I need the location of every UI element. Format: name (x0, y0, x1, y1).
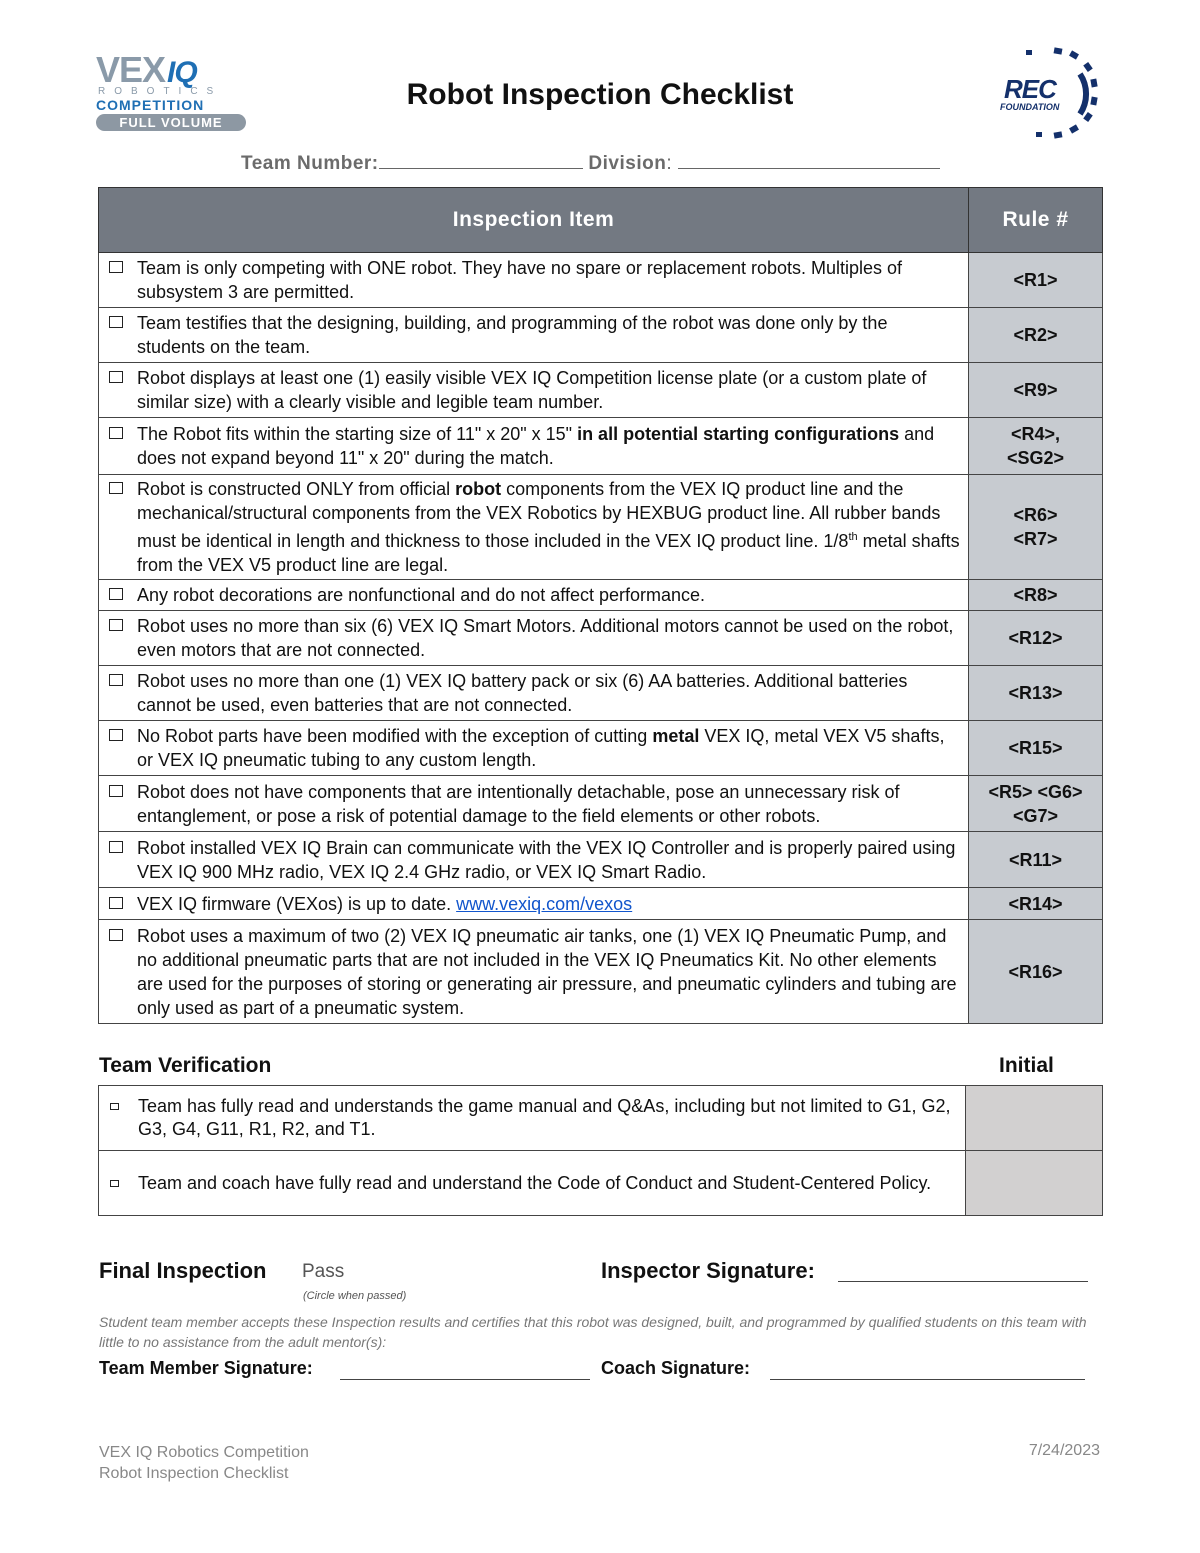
acceptance-note: Student team member accepts these Inspection results and certifies that this robot was designed, built, and programmed by qualified students on this team with little to no assistance from the adult mentor(s): (99, 1314, 1087, 1350)
checkbox[interactable] (109, 261, 123, 273)
table-row (99, 832, 1103, 888)
checkbox[interactable] (109, 785, 123, 797)
rec-foundation-logo (996, 44, 1106, 144)
checkbox[interactable] (109, 316, 123, 328)
verification-item-text: Team has fully read and understands the game manual and Q&As, including but not limited to G1, G2, G3, G4, G11, R1, R2, and T1. (138, 1096, 951, 1139)
team-division-line: Team Number: Division: (241, 150, 940, 175)
checkbox[interactable] (109, 427, 123, 439)
coach-signature-line[interactable] (770, 1378, 1085, 1380)
table-row (99, 721, 1103, 776)
inspection-item-text: No Robot parts have been modified with the exception of cutting metal VEX IQ, metal VEX V5 shafts, or VEX IQ pneumatic tubing to any custom length. (137, 726, 945, 770)
vexos-link[interactable]: www.vexiq.com/vexos (456, 893, 633, 914)
table-row (99, 580, 1103, 611)
division-field[interactable] (678, 150, 940, 169)
checkbox[interactable] (109, 729, 123, 741)
inspection-item-text: Team testifies that the designing, building, and programming of the robot was done only by the students on the team. (137, 313, 888, 357)
table-row (99, 475, 1103, 580)
rule-number: <R13> (969, 666, 1103, 721)
team-verification-heading: Team Verification (99, 1054, 272, 1077)
inspection-item-text: Robot displays at least one (1) easily visible VEX IQ Competition license plate (or a custom plate of similar size) with a clearly visible and legible team number. (137, 368, 927, 412)
footer-competition: VEX IQ Robotics Competition (99, 1444, 309, 1461)
checkbox[interactable] (109, 588, 123, 600)
checkbox[interactable] (109, 619, 123, 631)
inspection-item-text: Team is only competing with ONE robot. They have no spare or replacement robots. Multiples of subsystem 3 are permitted. (137, 258, 903, 302)
iq-wordmark: IQ (167, 56, 197, 89)
column-header-rule: Rule # (969, 188, 1103, 253)
footer-document: Robot Inspection Checklist (99, 1465, 289, 1482)
rule-number: <R11> (969, 832, 1103, 888)
verification-item-text: Team and coach have fully read and understand the Code of Conduct and Student-Centered Policy. (138, 1172, 932, 1193)
rule-number: <R2> (969, 308, 1103, 363)
table-header-row (99, 188, 1103, 253)
circle-note: (Circle when passed) (303, 1290, 407, 1302)
team-number-field[interactable] (379, 150, 583, 169)
rule-number: <R1> (969, 253, 1103, 308)
inspection-item-text: Robot uses no more than six (6) VEX IQ Smart Motors. Additional motors cannot be used on the robot, even motors that are not connected. (137, 616, 954, 660)
inspection-item-text: Any robot decorations are nonfunctional and do not affect performance. (137, 585, 706, 605)
rule-number: <R6> <R7> (969, 475, 1103, 580)
inspection-item-text: Robot installed VEX IQ Brain can communicate with the VEX IQ Controller and is properly paired using VEX IQ 900 MHz radio, VEX IQ 2.4 GHz radio, or VEX IQ Smart Radio. (137, 837, 956, 882)
inspection-item-text: The Robot fits within the starting size of 11" x 20" x 15" in all potential starting configurations and does not expand beyond 11" x 20" during the match. (137, 424, 935, 468)
table-row (99, 363, 1103, 418)
checkbox[interactable] (109, 929, 123, 941)
checkbox[interactable] (109, 371, 123, 383)
rule-number: <R14> (969, 888, 1103, 920)
vex-iq-logo (96, 49, 252, 134)
initial-field[interactable] (966, 1151, 1103, 1216)
column-header-item: Inspection Item (99, 188, 969, 253)
verification-table (98, 1085, 1103, 1216)
table-row (99, 666, 1103, 721)
table-row (99, 418, 1103, 475)
pass-option[interactable]: Pass (302, 1261, 345, 1282)
table-row (99, 776, 1103, 832)
inspector-signature-label: Inspector Signature: (601, 1258, 815, 1283)
checkbox[interactable] (109, 482, 123, 494)
team-number-label: Team Number (241, 153, 372, 174)
rule-number: <R16> (969, 920, 1103, 1024)
inspection-item-text: VEX IQ firmware (VEXos) is up to date. (137, 893, 457, 914)
checkbox[interactable] (109, 674, 123, 686)
inspection-item-text: Robot uses no more than one (1) VEX IQ battery pack or six (6) AA batteries. Additional batteries cannot be used, even batteries that are not connected. (137, 671, 908, 715)
rec-wordmark: REC (1004, 74, 1056, 104)
inspection-item-text: Robot uses a maximum of two (2) VEX IQ pneumatic air tanks, one (1) VEX IQ Pneumatic Pump, and no additional pneumatic parts that are not included in the VEX IQ Pneumatics Kit. No other elements are used for the purposes of storing or generating air pressure, and pneumatic cylinders and tubing are only used as part of a pneumatic system. (137, 925, 957, 1018)
competition-label: COMPETITION (96, 97, 205, 113)
team-member-signature-line[interactable] (340, 1378, 590, 1380)
robotics-label: ROBOTICS (98, 86, 223, 97)
table-row (99, 1151, 1103, 1216)
final-inspection-label: Final Inspection (99, 1258, 267, 1283)
rule-number: <R15> (969, 721, 1103, 776)
division-label: Division (588, 153, 667, 174)
table-row (99, 1086, 1103, 1151)
checkbox[interactable] (110, 1103, 119, 1110)
rule-number: <R8> (969, 580, 1103, 611)
inspection-table (98, 187, 1103, 1024)
coach-signature-label: Coach Signature: (601, 1358, 751, 1378)
checkbox[interactable] (110, 1180, 119, 1187)
rule-number: <R4>, <SG2> (969, 418, 1103, 475)
initial-field[interactable] (966, 1086, 1103, 1151)
foundation-label: FOUNDATION (1000, 102, 1060, 112)
table-row (99, 920, 1103, 1024)
checkbox[interactable] (109, 897, 123, 909)
table-row (99, 611, 1103, 666)
vex-wordmark: VEX (96, 49, 166, 90)
rule-number: <R12> (969, 611, 1103, 666)
rule-number: <R5> <G6> <G7> (969, 776, 1103, 832)
inspector-signature-line[interactable] (838, 1280, 1088, 1282)
page-title: Robot Inspection Checklist (406, 78, 794, 111)
inspection-item-text: Robot does not have components that are intentionally detachable, pose an unnecessary risk of entanglement, or pose a risk of potential damage to the field elements or other robots. (137, 781, 900, 826)
inspection-item-text: Robot is constructed ONLY from official robot components from the VEX IQ product line and the mechanical/structural components from the VEX Robotics by HEXBUG product line. All rubber bands must be identical in length and thickness to those included in the VEX IQ product line. 1/8th metal shafts from the VEX V5 product line are legal. (137, 479, 960, 575)
initial-heading: Initial (999, 1054, 1054, 1077)
team-member-signature-label: Team Member Signature: (99, 1358, 313, 1378)
table-row (99, 888, 1103, 920)
rule-number: <R9> (969, 363, 1103, 418)
footer-left (99, 1442, 309, 1484)
checkbox[interactable] (109, 841, 123, 853)
full-volume-badge: FULL VOLUME (96, 114, 246, 131)
table-row (99, 308, 1103, 363)
footer-date: 7/24/2023 (1028, 1442, 1100, 1459)
table-row (99, 253, 1103, 308)
